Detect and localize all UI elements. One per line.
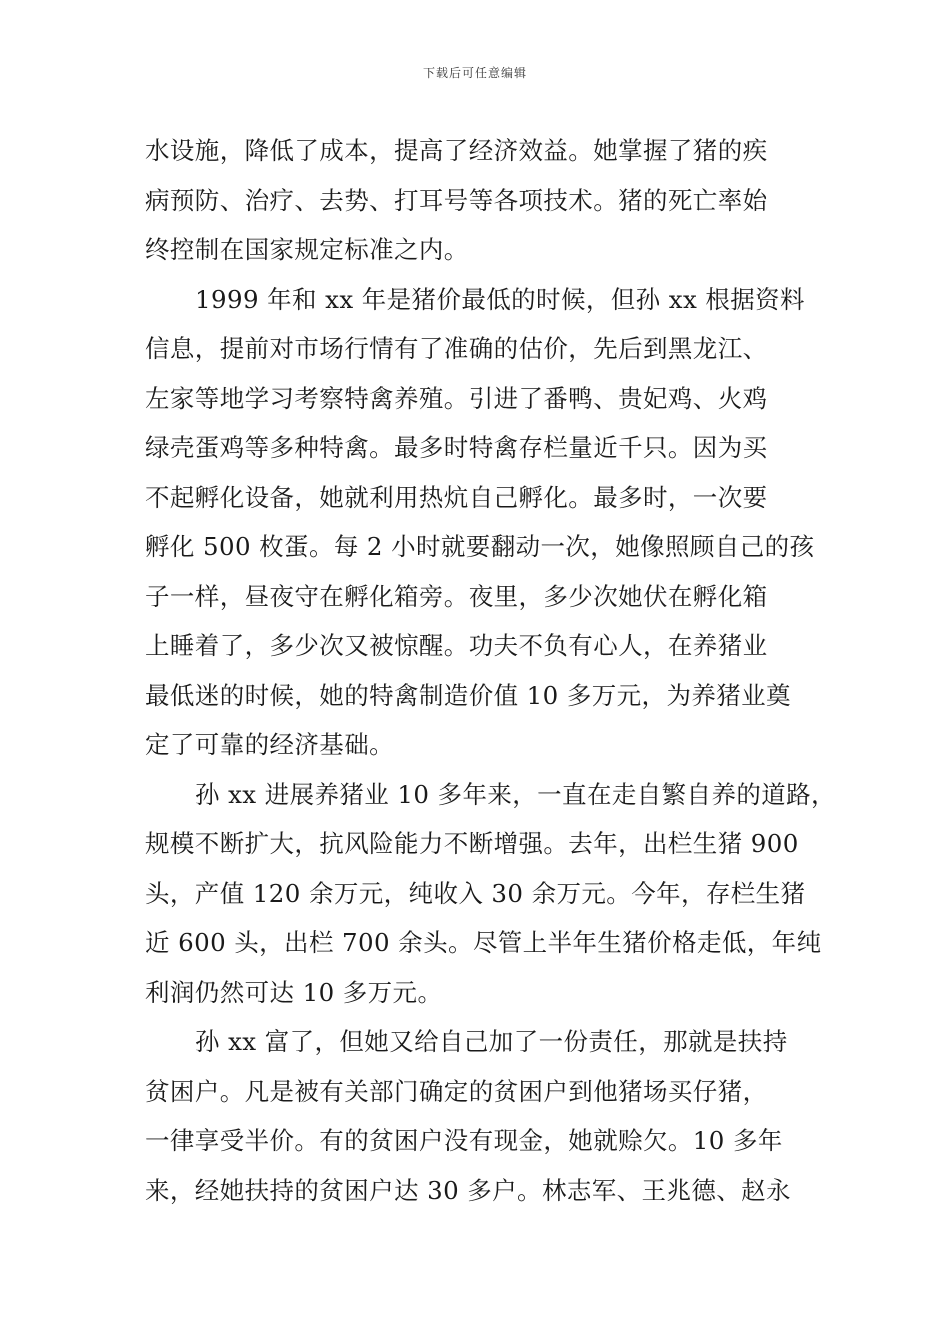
text-line: 头，产值 120 余万元，纯收入 30 余万元。今年，存栏生猪 [145, 878, 806, 908]
text-line: 规模不断扩大，抗风险能力不断增强。去年，出栏生猪 900 [145, 829, 799, 858]
text-line: 最低迷的时候，她的特禽制造价值 10 多万元，为养猪业奠 [145, 680, 791, 710]
text-line: 水设施，降低了成本，提高了经济效益。她掌握了猪的疾 [145, 136, 768, 165]
paragraph [145, 126, 805, 275]
text-line: 绿壳蛋鸡等多种特禽。最多时特禽存栏量近千只。因为买 [145, 433, 768, 462]
page-header: 下载后可任意编辑 [422, 66, 527, 80]
text-line: 不起孵化设备，她就利用热炕自己孵化。最多时，一次要 [145, 482, 768, 512]
text-line: 信息，提前对市场行情有了准确的估价，先后到黑龙江、 [145, 334, 768, 363]
document-body [145, 126, 836, 1215]
paragraph [145, 1017, 805, 1215]
text-line: 病预防、治疗、去势、打耳号等各项技术。猪的死亡率始 [145, 185, 768, 215]
text-line: 来，经她扶持的贫困户达 30 多户。林志军、王兆德、赵永 [145, 1175, 791, 1205]
text-line: 终控制在国家规定标准之内。 [145, 235, 469, 264]
text-line: 孙 xx 进展养猪业 10 多年来，一直在走自繁自养的道路， [195, 779, 836, 809]
text-line: 一律享受半价。有的贫困户没有现金，她就赊欠。10 多年 [145, 1126, 783, 1155]
text-line: 子一样，昼夜守在孵化箱旁。夜里，多少次她伏在孵化箱 [145, 581, 768, 611]
paragraph [145, 770, 836, 1018]
text-line: 利润仍然可达 10 多万元。 [145, 977, 443, 1007]
text-line: 左家等地学习考察特禽养殖。引进了番鸭、贵妃鸡、火鸡 [145, 383, 768, 413]
text-line: 1999 年和 xx 年是猪价最低的时候，但孙 xx 根据资料 [195, 284, 805, 314]
text-line: 近 600 头，出栏 700 余头。尽管上半年生猪价格走低，年纯 [145, 928, 822, 957]
text-line: 定了可靠的经济基础。 [145, 730, 394, 759]
text-line: 上睡着了，多少次又被惊醒。功夫不负有心人，在养猪业 [145, 631, 768, 660]
text-line: 贫困户。凡是被有关部门确定的贫困户到他猪场买仔猪， [145, 1076, 768, 1106]
text-line: 孵化 500 枚蛋。每 2 小时就要翻动一次，她像照顾自己的孩 [145, 532, 815, 561]
paragraph [145, 275, 815, 770]
text-line: 孙 xx 富了，但她又给自己加了一份责任，那就是扶持 [195, 1027, 788, 1056]
